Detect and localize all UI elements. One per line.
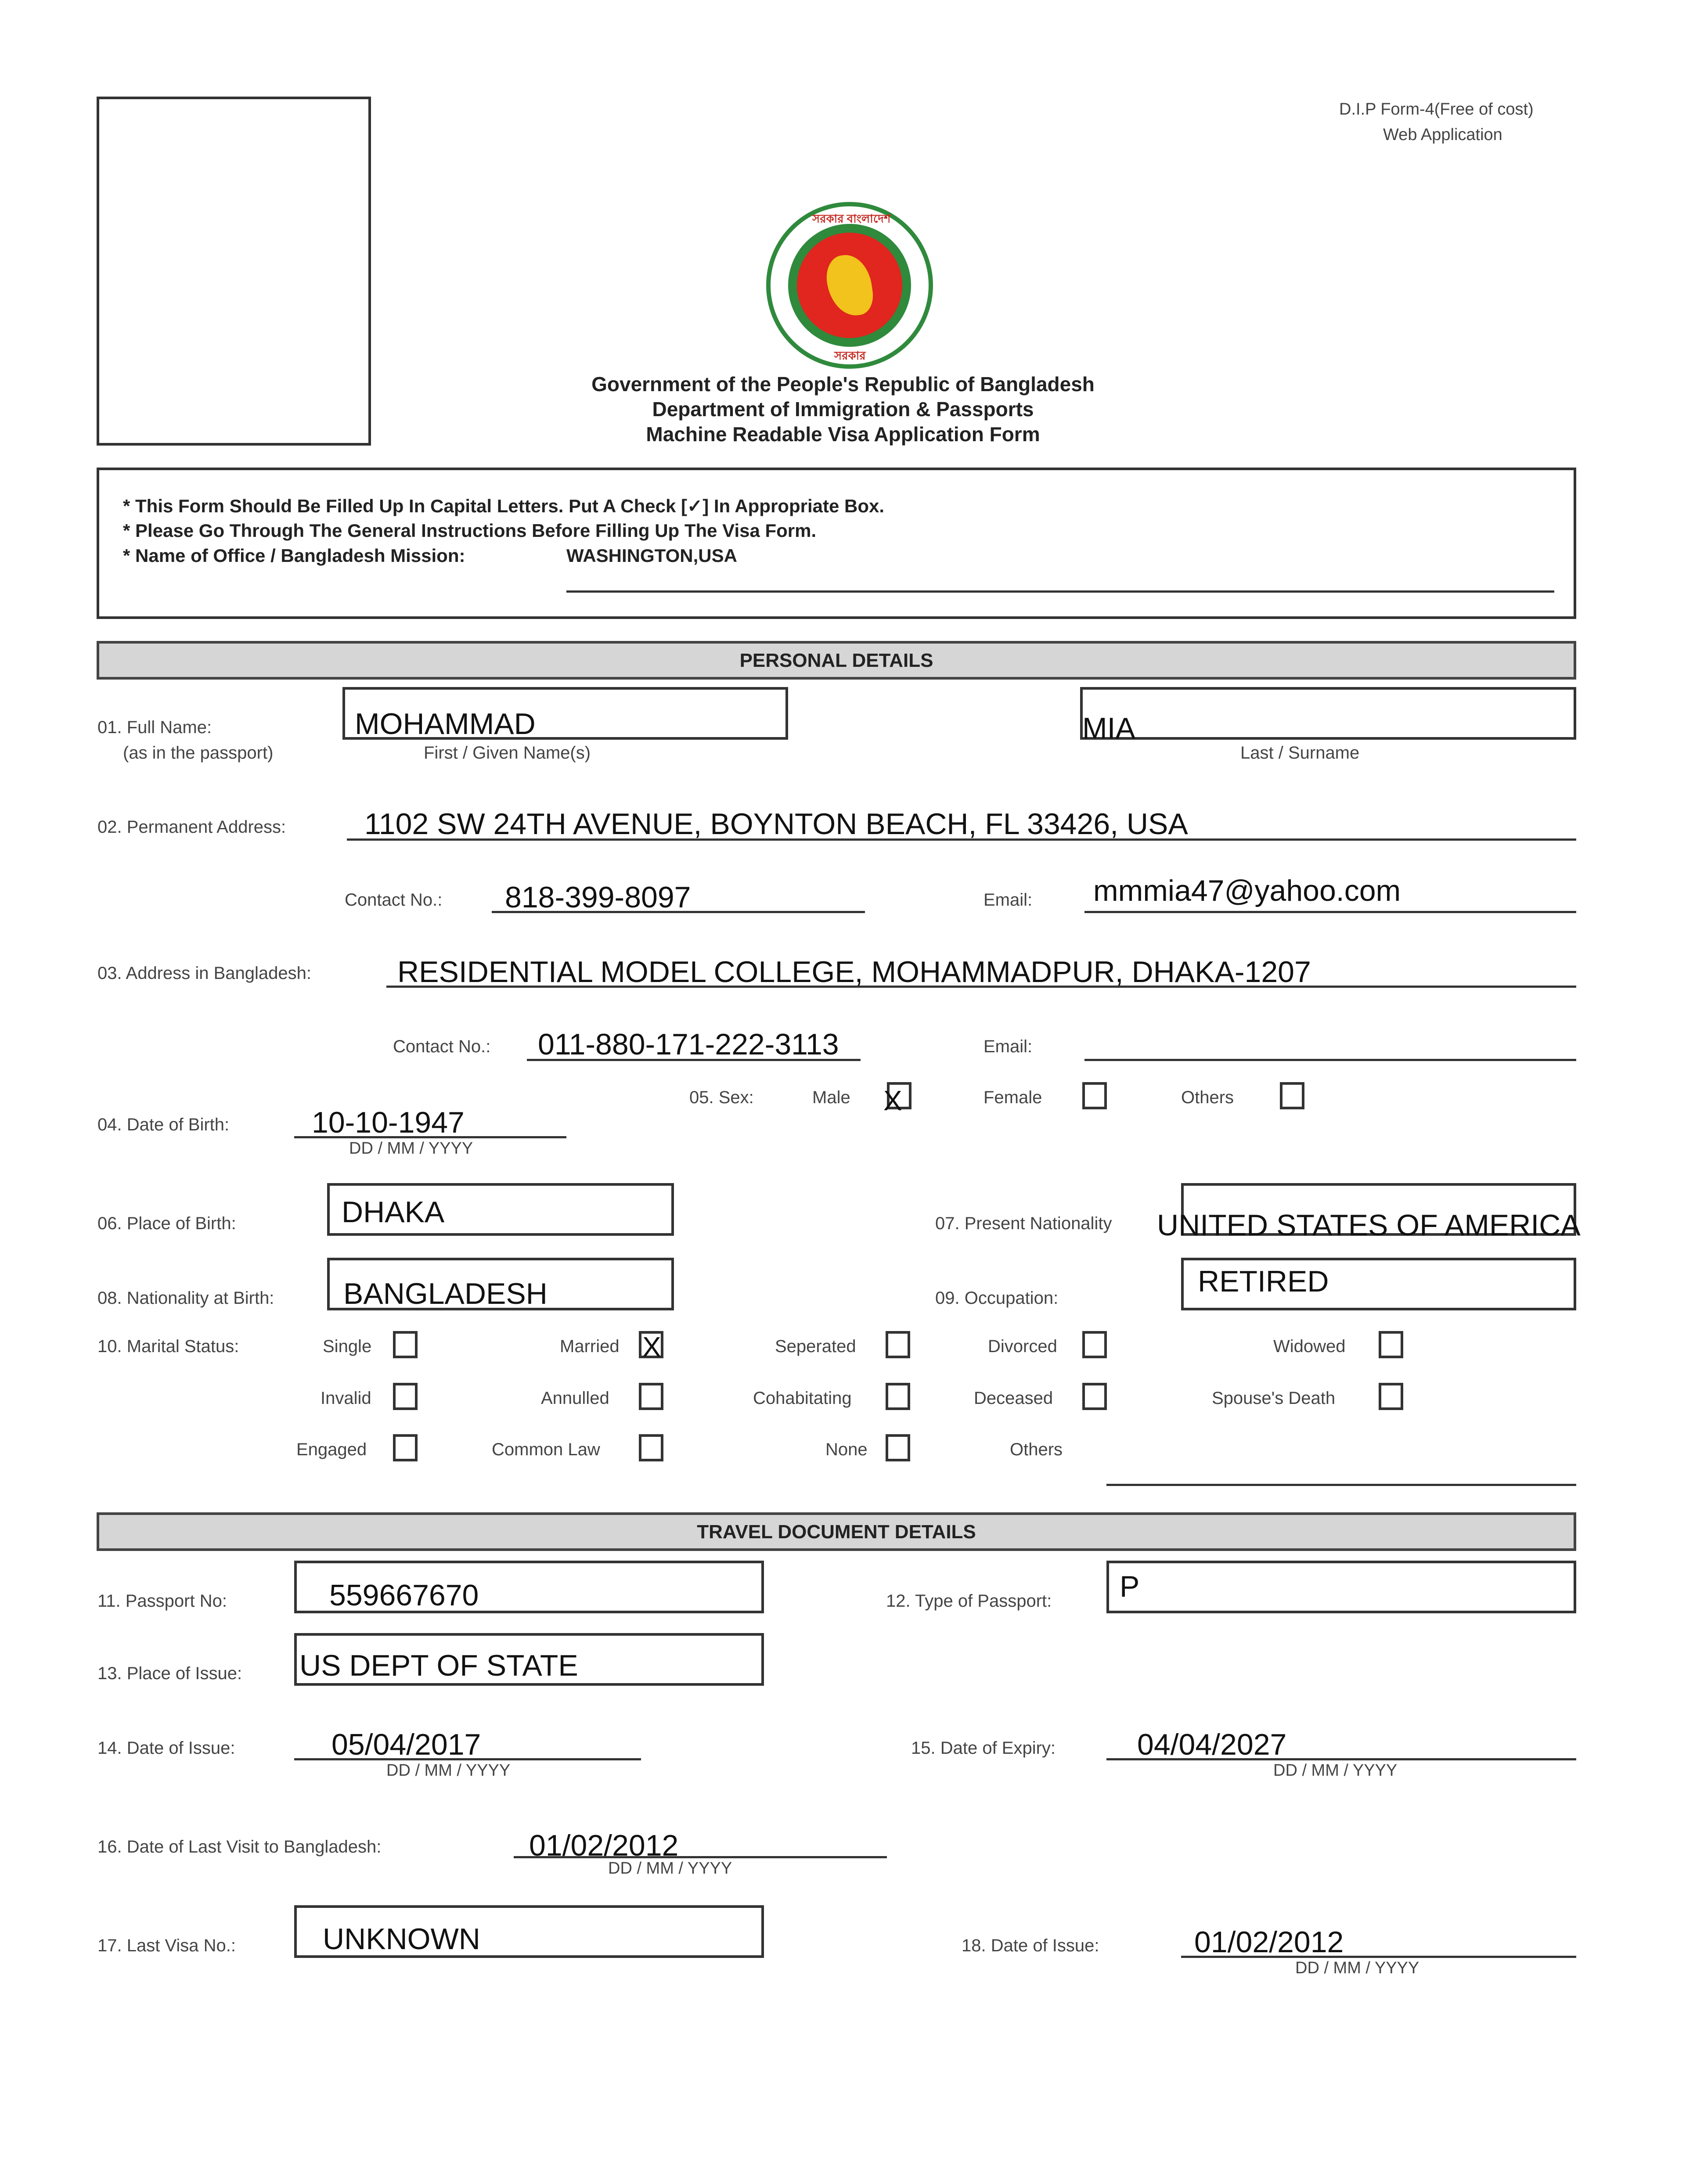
marital-engaged-checkbox[interactable]: [393, 1434, 418, 1461]
last-name-field[interactable]: [1080, 687, 1576, 740]
nat-birth-label: 08. Nationality at Birth:: [97, 1288, 274, 1308]
marital-widowed-checkbox[interactable]: [1379, 1331, 1403, 1358]
last-visit-label: 16. Date of Last Visit to Bangladesh:: [97, 1837, 382, 1857]
visa-issue-format: DD / MM / YYYY: [1295, 1959, 1419, 1977]
marital-annulled-label: Annulled: [541, 1389, 609, 1408]
mission-label: * Name of Office / Bangladesh Mission:: [123, 545, 465, 566]
instruction-capitals: * This Form Should Be Filled Up In Capital Letters. Put A Check [✓] In Appropriate Box.: [123, 496, 884, 516]
form-code-web: Web Application: [1383, 126, 1502, 144]
marital-cohabitating-label: Cohabitating: [753, 1389, 852, 1408]
permanent-address-label: 02. Permanent Address:: [97, 817, 286, 837]
form-code: D.I.P Form-4(Free of cost): [1339, 100, 1534, 119]
sex-label: 05. Sex:: [689, 1088, 754, 1107]
marital-others-label: Others: [1010, 1440, 1063, 1459]
last-visa-value: UNKNOWN: [323, 1922, 480, 1956]
header-government: Government of the People's Republic of Bangladesh: [591, 373, 1095, 396]
last-visit-value[interactable]: 01/02/2012: [529, 1829, 679, 1862]
marital-married-checkbox[interactable]: X: [639, 1331, 663, 1358]
dob-underline: [294, 1136, 566, 1138]
instruction-read-guide: * Please Go Through The General Instructions Before Filling Up The Visa Form.: [123, 520, 817, 541]
date-issue-format: DD / MM / YYYY: [386, 1761, 511, 1780]
dob-value[interactable]: 10-10-1947: [312, 1106, 465, 1139]
marital-others-underline[interactable]: [1106, 1484, 1576, 1486]
place-issue-label: 13. Place of Issue:: [97, 1664, 242, 1683]
email-value[interactable]: mmmia47@yahoo.com: [1093, 874, 1401, 907]
date-issue-value[interactable]: 05/04/2017: [331, 1728, 481, 1761]
last-visa-label: 17. Last Visa No.:: [97, 1936, 236, 1955]
bd-address-value[interactable]: RESIDENTIAL MODEL COLLEGE, MOHAMMADPUR, DHAKA-1207: [397, 955, 1311, 989]
visa-issue-underline: [1181, 1956, 1576, 1958]
sex-others-checkbox[interactable]: [1280, 1082, 1304, 1109]
permanent-address-value[interactable]: 1102 SW 24TH AVENUE, BOYNTON BEACH, FL 33426, USA: [364, 807, 1188, 841]
marital-divorced-label: Divorced: [988, 1337, 1057, 1356]
first-name-value: MOHAMMAD: [355, 707, 536, 741]
marital-separated-label: Seperated: [775, 1337, 856, 1356]
place-issue-value: US DEPT OF STATE: [299, 1649, 578, 1682]
passport-no-label: 11. Passport No:: [97, 1591, 227, 1611]
date-expiry-value[interactable]: 04/04/2027: [1137, 1728, 1287, 1761]
occupation-value: RETIRED: [1198, 1265, 1329, 1298]
date-issue-label: 14. Date of Issue:: [97, 1738, 235, 1758]
email-underline: [1084, 911, 1576, 913]
sex-female-label: Female: [984, 1088, 1042, 1107]
sex-male-label: Male: [812, 1088, 850, 1107]
marital-deceased-label: Deceased: [974, 1389, 1053, 1408]
marital-separated-checkbox[interactable]: [886, 1331, 910, 1358]
marital-label: 10. Marital Status:: [97, 1337, 239, 1356]
date-issue-underline: [294, 1758, 641, 1760]
last-visit-format: DD / MM / YYYY: [608, 1859, 732, 1878]
date-expiry-format: DD / MM / YYYY: [1273, 1761, 1398, 1780]
date-expiry-label: 15. Date of Expiry:: [911, 1738, 1056, 1758]
marital-cohabitating-checkbox[interactable]: [886, 1383, 910, 1410]
mission-underline: [566, 590, 1554, 593]
marital-none-label: None: [825, 1440, 868, 1459]
header-department: Department of Immigration & Passports: [652, 398, 1034, 421]
visa-issue-label: 18. Date of Issue:: [962, 1936, 1099, 1955]
marital-widowed-label: Widowed: [1273, 1337, 1346, 1356]
sex-others-label: Others: [1181, 1088, 1234, 1107]
last-name-caption: Last / Surname: [1240, 743, 1360, 763]
marital-spouse-death-label: Spouse's Death: [1212, 1389, 1336, 1408]
first-name-caption: First / Given Name(s): [424, 743, 591, 763]
section-personal-details: PERSONAL DETAILS: [97, 641, 1576, 680]
full-name-label: 01. Full Name:: [97, 718, 212, 737]
bd-contact-value[interactable]: 011-880-171-222-3113: [538, 1028, 839, 1061]
dob-format: DD / MM / YYYY: [349, 1139, 473, 1158]
nat-birth-value: BANGLADESH: [343, 1277, 548, 1310]
marital-spouse-death-checkbox[interactable]: [1379, 1383, 1403, 1410]
marital-none-checkbox[interactable]: [886, 1434, 910, 1461]
pob-value: DHAKA: [342, 1195, 445, 1229]
sex-female-checkbox[interactable]: [1082, 1082, 1107, 1109]
marital-common-law-label: Common Law: [492, 1440, 600, 1459]
visa-issue-value[interactable]: 01/02/2012: [1194, 1925, 1344, 1959]
section-travel-details: TRAVEL DOCUMENT DETAILS: [97, 1512, 1576, 1551]
dob-label: 04. Date of Birth:: [97, 1115, 230, 1134]
pob-label: 06. Place of Birth:: [97, 1214, 236, 1233]
bd-email-underline: [1084, 1059, 1576, 1061]
marital-invalid-label: Invalid: [321, 1389, 371, 1408]
passport-no-value: 559667670: [329, 1579, 479, 1612]
instructions-box: [97, 468, 1576, 619]
permanent-address-underline: [347, 838, 1576, 841]
contact-underline: [492, 911, 865, 913]
passport-type-field[interactable]: [1106, 1561, 1576, 1613]
contact-value[interactable]: 818-399-8097: [505, 881, 691, 914]
marital-married-label: Married: [560, 1337, 620, 1356]
marital-engaged-label: Engaged: [296, 1440, 367, 1459]
last-visit-underline: [514, 1856, 887, 1858]
marital-single-label: Single: [323, 1337, 372, 1356]
marital-single-checkbox[interactable]: [393, 1331, 418, 1358]
marital-common-law-checkbox[interactable]: [639, 1434, 663, 1461]
last-name-value: MIA: [1082, 712, 1135, 745]
passport-type-value: P: [1120, 1570, 1140, 1603]
date-expiry-underline: [1106, 1758, 1576, 1760]
mission-value: WASHINGTON,USA: [566, 545, 737, 566]
passport-type-label: 12. Type of Passport:: [886, 1591, 1052, 1611]
marital-annulled-checkbox[interactable]: [639, 1383, 663, 1410]
occupation-label: 09. Occupation:: [935, 1288, 1059, 1308]
nationality-label: 07. Present Nationality: [935, 1214, 1112, 1233]
bd-contact-underline: [527, 1059, 861, 1061]
bd-contact-label: Contact No.:: [393, 1037, 491, 1056]
nationality-value: UNITED STATES OF AMERICA: [1157, 1209, 1581, 1242]
email-label: Email:: [984, 890, 1033, 910]
bd-email-label: Email:: [984, 1037, 1033, 1056]
header-form-title: Machine Readable Visa Application Form: [646, 423, 1040, 446]
contact-label: Contact No.:: [345, 890, 443, 910]
bd-address-label: 03. Address in Bangladesh:: [97, 964, 312, 983]
bd-address-underline: [386, 986, 1576, 988]
marital-divorced-checkbox[interactable]: [1082, 1331, 1107, 1358]
full-name-sub-label: (as in the passport): [123, 743, 274, 763]
sex-male-checkbox[interactable]: X: [887, 1082, 911, 1109]
marital-invalid-checkbox[interactable]: [393, 1383, 418, 1410]
marital-deceased-checkbox[interactable]: [1082, 1383, 1107, 1410]
